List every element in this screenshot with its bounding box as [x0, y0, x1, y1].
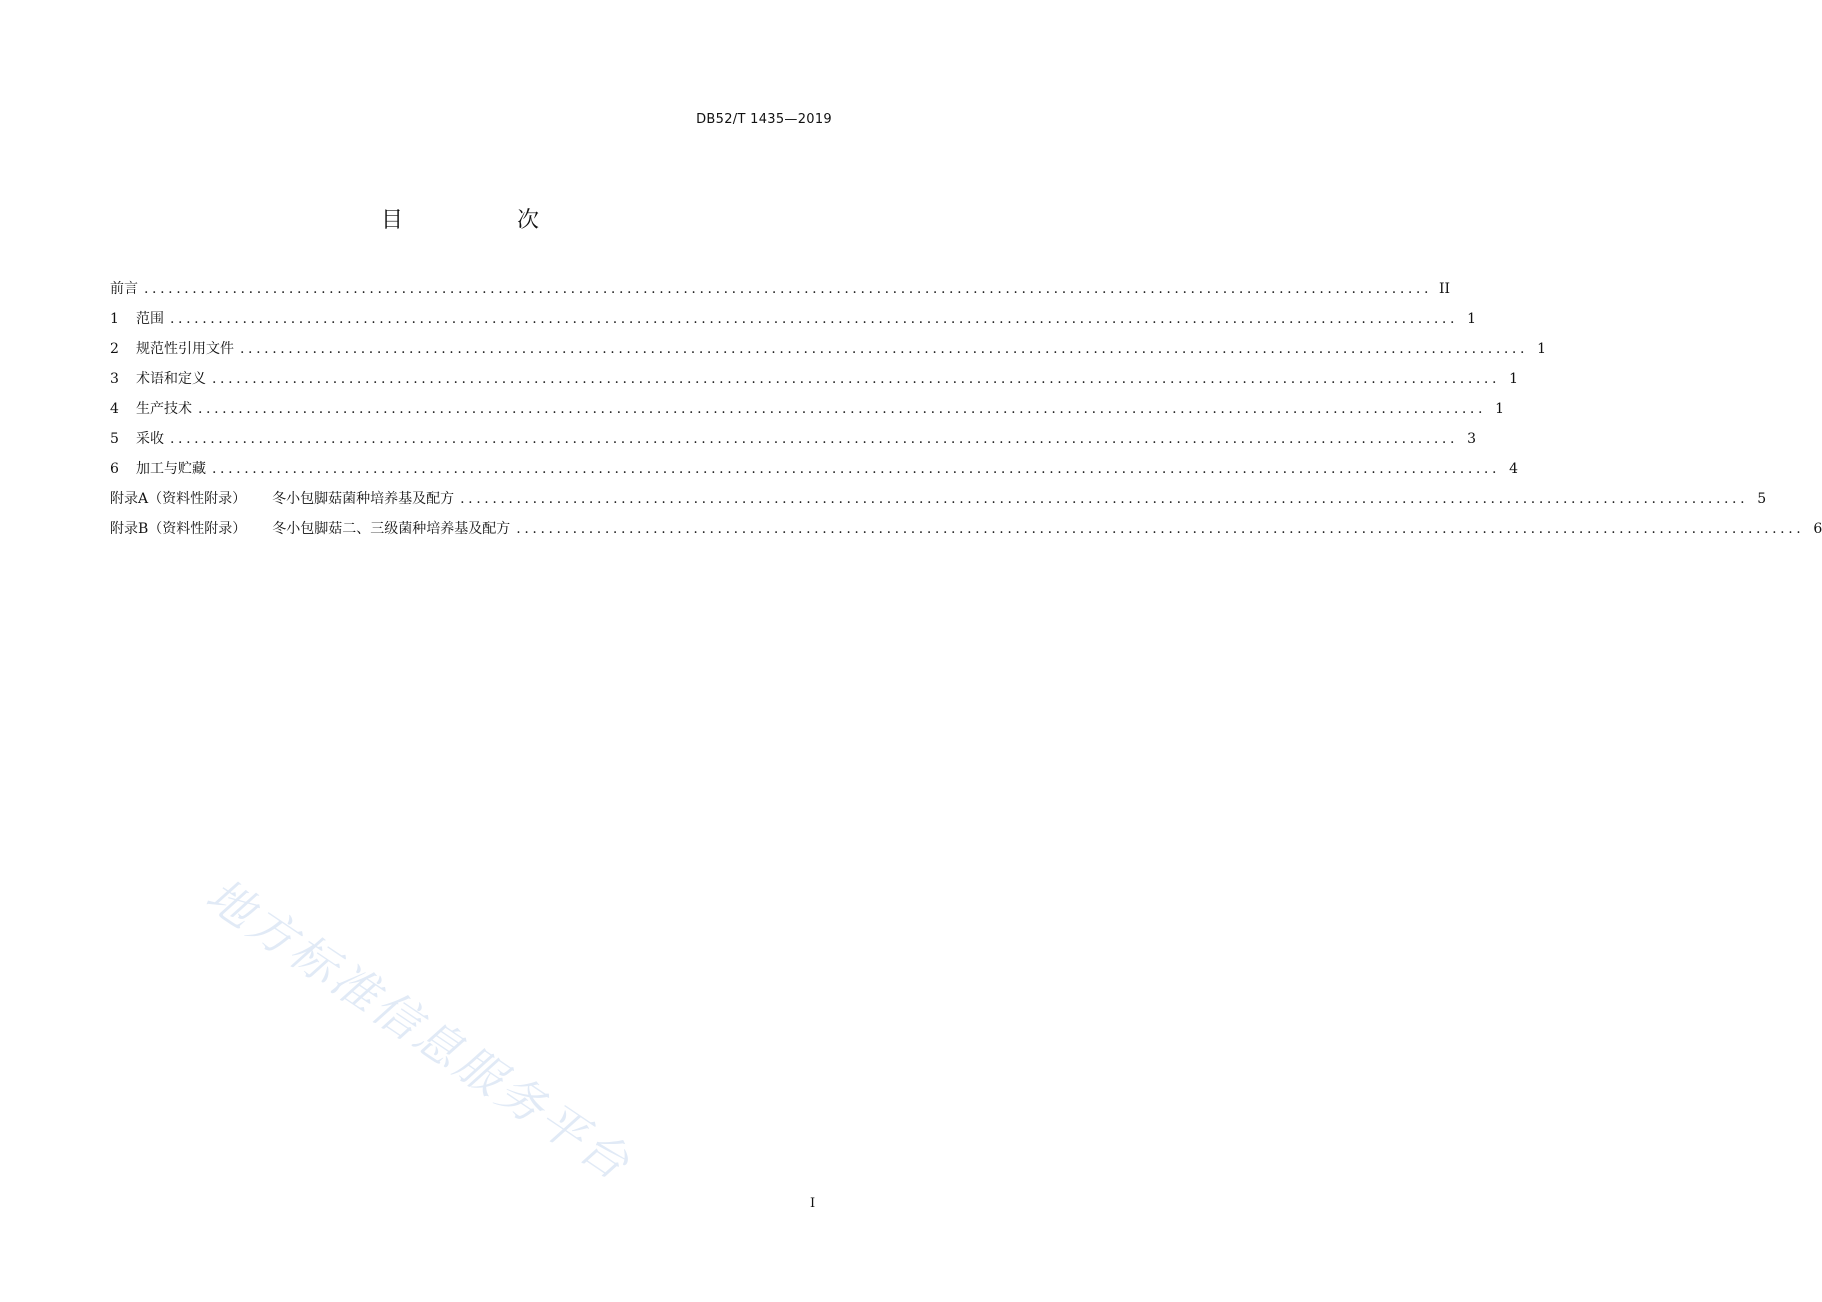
toc-entry-appendix-a[interactable]	[110, 488, 1767, 518]
toc-entry-number: 6	[110, 461, 119, 477]
appendix-tag: 附录B（资料性附录）	[110, 521, 247, 537]
toc-entry-foreword[interactable]	[110, 278, 1451, 308]
toc-entry-page: 1	[1495, 401, 1505, 417]
toc-leader-dots: ................................................................................................................................................................	[212, 371, 1501, 387]
toc-entry-page: II	[1438, 281, 1451, 297]
toc-entry-scope[interactable]	[110, 308, 1477, 338]
page-number: I	[810, 1196, 816, 1211]
toc-leader-dots: ................................................................................................................................................................	[212, 461, 1501, 477]
toc-leader-dots: ................................................................................................................................................................	[144, 281, 1433, 297]
toc-entry-label: 术语和定义	[136, 371, 206, 387]
toc-entry-number: 4	[110, 401, 119, 417]
toc-entry-label: 加工与贮藏	[136, 461, 206, 477]
toc-entry-label	[110, 518, 510, 540]
toc-entry-label	[110, 488, 454, 510]
toc-entry-page: 1	[1467, 311, 1477, 327]
toc-entry-page: 5	[1757, 491, 1767, 507]
toc-entry-appendix-b[interactable]	[110, 518, 1822, 548]
toc-entry-page: 6	[1813, 521, 1822, 537]
toc-entry-number: 5	[110, 431, 119, 447]
toc-entry-production[interactable]	[110, 398, 1505, 428]
toc-entry-normative-references[interactable]	[110, 338, 1547, 368]
toc-entry-label: 前言	[110, 281, 138, 297]
document-code: DB52/T 1435—2019	[696, 112, 832, 127]
toc-entry-number: 2	[110, 341, 119, 357]
toc-entry-page: 1	[1537, 341, 1547, 357]
toc-leader-dots: ................................................................................................................................................................	[460, 491, 1749, 507]
appendix-tag: 附录A（资料性附录）	[110, 491, 247, 507]
toc-leader-dots: ................................................................................................................................................................	[516, 521, 1805, 537]
toc-entry-page: 3	[1467, 431, 1477, 447]
toc-leader-dots: ................................................................................................................................................................	[170, 431, 1459, 447]
toc-entry-number: 1	[110, 311, 119, 327]
toc-entry-label: 采收	[136, 431, 164, 447]
toc-entry-label: 范围	[136, 311, 164, 327]
appendix-title: 冬小包脚菇菌种培养基及配方	[272, 491, 455, 507]
toc-title: 目 次	[380, 208, 585, 233]
toc-entry-page: 4	[1509, 461, 1519, 477]
toc-leader-dots: ................................................................................................................................................................	[198, 401, 1487, 417]
toc-entry-processing-storage[interactable]	[110, 458, 1519, 488]
appendix-title: 冬小包脚菇二、三级菌种培养基及配方	[272, 521, 511, 537]
toc-entry-page: 1	[1509, 371, 1519, 387]
table-of-contents	[110, 278, 1822, 548]
toc-entry-number: 3	[110, 371, 119, 387]
toc-entry-harvest[interactable]	[110, 428, 1477, 458]
toc-leader-dots: ................................................................................................................................................................	[170, 311, 1459, 327]
toc-entry-terms[interactable]	[110, 368, 1519, 398]
toc-entry-label: 生产技术	[136, 401, 192, 417]
watermark: 地方标准信息服务平台	[196, 867, 642, 1192]
toc-leader-dots: ................................................................................................................................................................	[240, 341, 1529, 357]
toc-entry-label: 规范性引用文件	[136, 341, 234, 357]
